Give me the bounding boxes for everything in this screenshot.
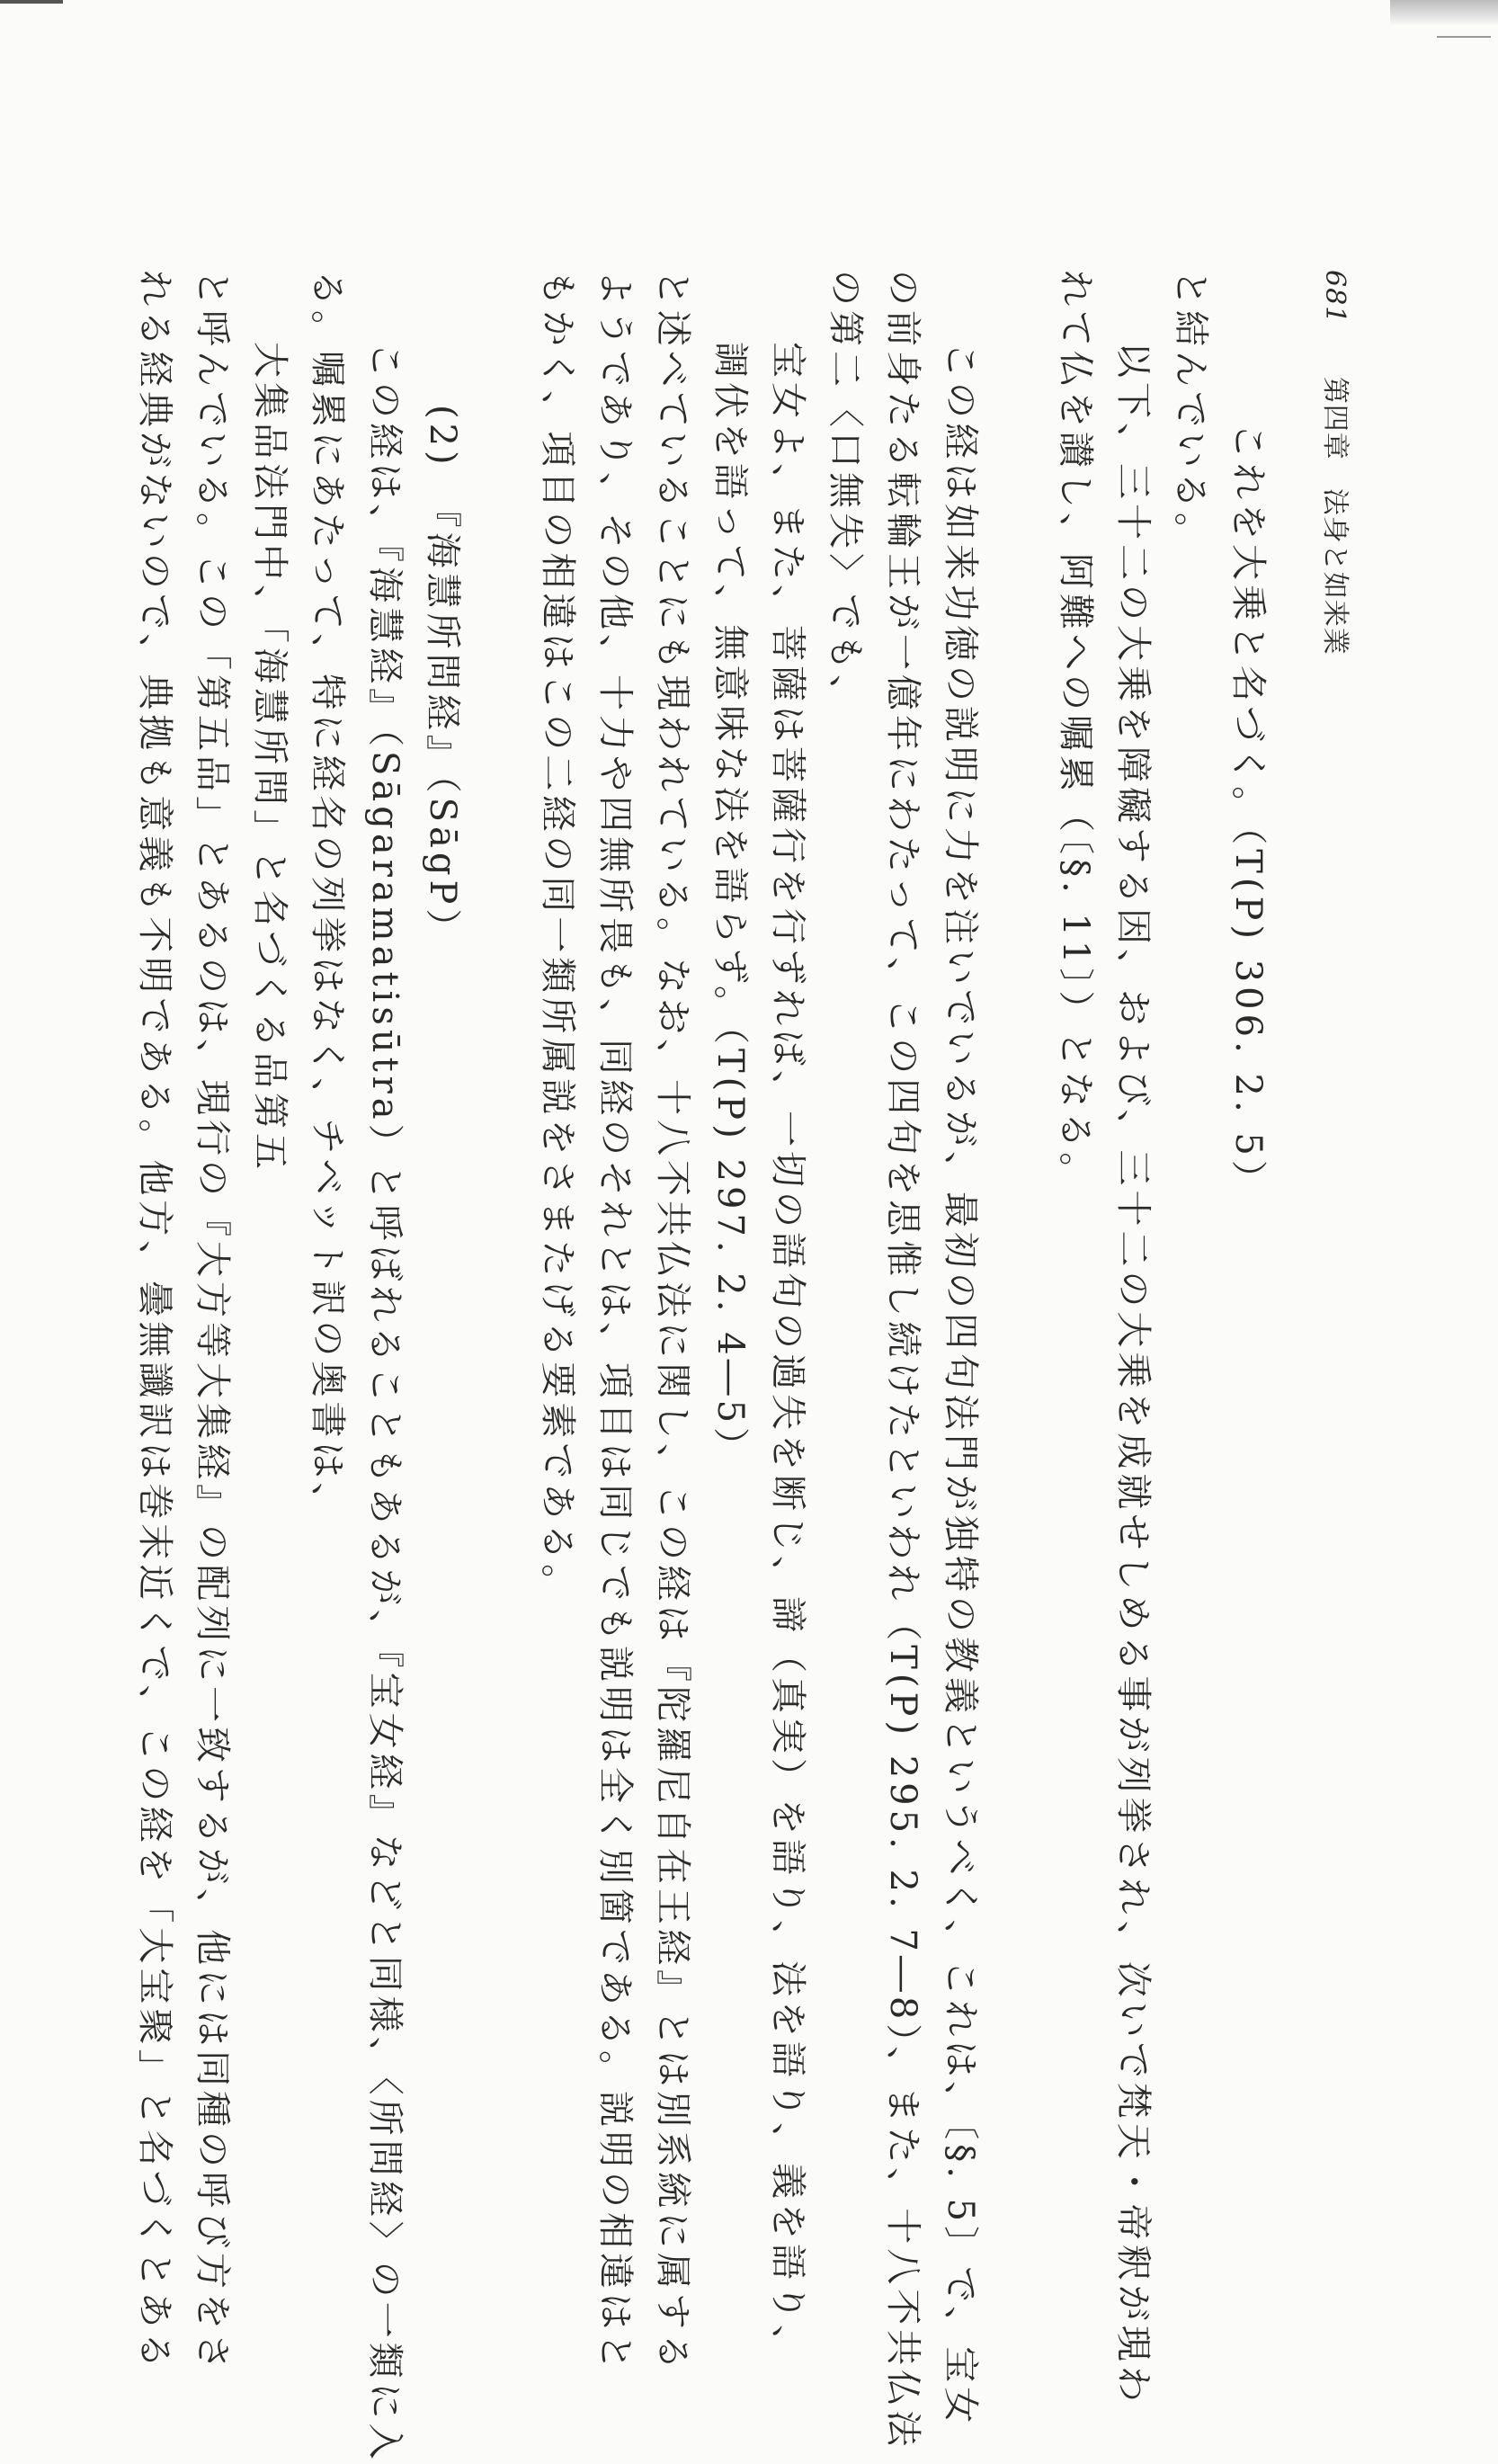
text-line: と結んでいる。 [1170, 270, 1211, 553]
text-line: もかく、項目の相違はこの二経の同一類所属説をさまたげる要素である。 [537, 270, 578, 1605]
rotated-page [134, 270, 1358, 2464]
text-line: この経は如来功徳の説明に力を注いでいるが、最初の四句法門が独特の教義というべく、これは、〔§. 5〕で、宝女 [940, 342, 981, 2428]
chapter-title: 第四章 法身と如来業 [1319, 376, 1351, 656]
text-line: の前身たる転輪王が一億年にわたって、この四句を思惟し続けたといわれ（T(P) 295. 2. 7―8）、また、十八不共仏法 [882, 270, 923, 2451]
scan-corner-line [1437, 36, 1491, 38]
spacer [471, 270, 529, 2203]
text-line: れる経典がないので、典拠も意義も不明である。他方、曇無讖訳は巻末近くで、この経を「大宝聚」と名づくとある [134, 270, 175, 2373]
text-line: と呼んでいる。この「第五品」とあるのは、現行の『大方等大集経』の配列に一致するが、他には同種の呼び方をさ [192, 270, 233, 2374]
scan-corner-shadow [1390, 0, 1498, 25]
quote-line: 大集品法門中、「海慧所問」と名づくる品第五 [249, 342, 290, 1174]
quote-line: 宝女よ、また、菩薩は菩薩行を行ずれば、一切の語句の過失を断じ、諦（真実）を語り、法を語り、義を語り、 [767, 342, 808, 2365]
text-line: の第二〈口無失〉でも、 [825, 270, 866, 715]
text-line: この経は、『海慧経』（Sāgaramatisūtra）と呼ばれることもあるが、『宝女経』などと同様、〈所問経〉の一類に入 [364, 342, 406, 2464]
quote-line: 調伏を語って、無意味な法を語らず。（T(P) 297. 2. 4―5） [709, 342, 751, 1469]
running-header [1318, 270, 1358, 656]
text-line: と述べていることにも現われている。なお、十八不共仏法に関し、この経は『陀羅尼自在王経』とは別系統に属する [652, 270, 693, 2374]
text-line: ようであり、その他、十力や四無所畏も、同経のそれとは、項目は同じでも説明は全く別箇である。説明の相違はと [594, 270, 636, 2374]
text-line: れて仏を讃し、阿難への嘱累（〔§. 11〕）となる。 [1055, 270, 1096, 1193]
body-text [126, 270, 1277, 2464]
scan-edge-mark [0, 0, 63, 4]
quote-line: これを大乗と名づく。（T(P) 306. 2. 5） [1227, 423, 1269, 1201]
page-number: 681 [1319, 270, 1351, 325]
spacer [989, 270, 1047, 2203]
text-line: 以下、三十二の大乗を障礙する因、および、三十二の大乗を成就せしめる事が列挙され、次いで梵天・帝釈が現わ [1112, 342, 1154, 2406]
section-heading: (2) 『海慧所問経』（SāgP） [422, 405, 463, 950]
text-line: る。嘱累にあたって、特に経名の列挙はなく、チベット訳の奥書は、 [307, 270, 348, 1523]
